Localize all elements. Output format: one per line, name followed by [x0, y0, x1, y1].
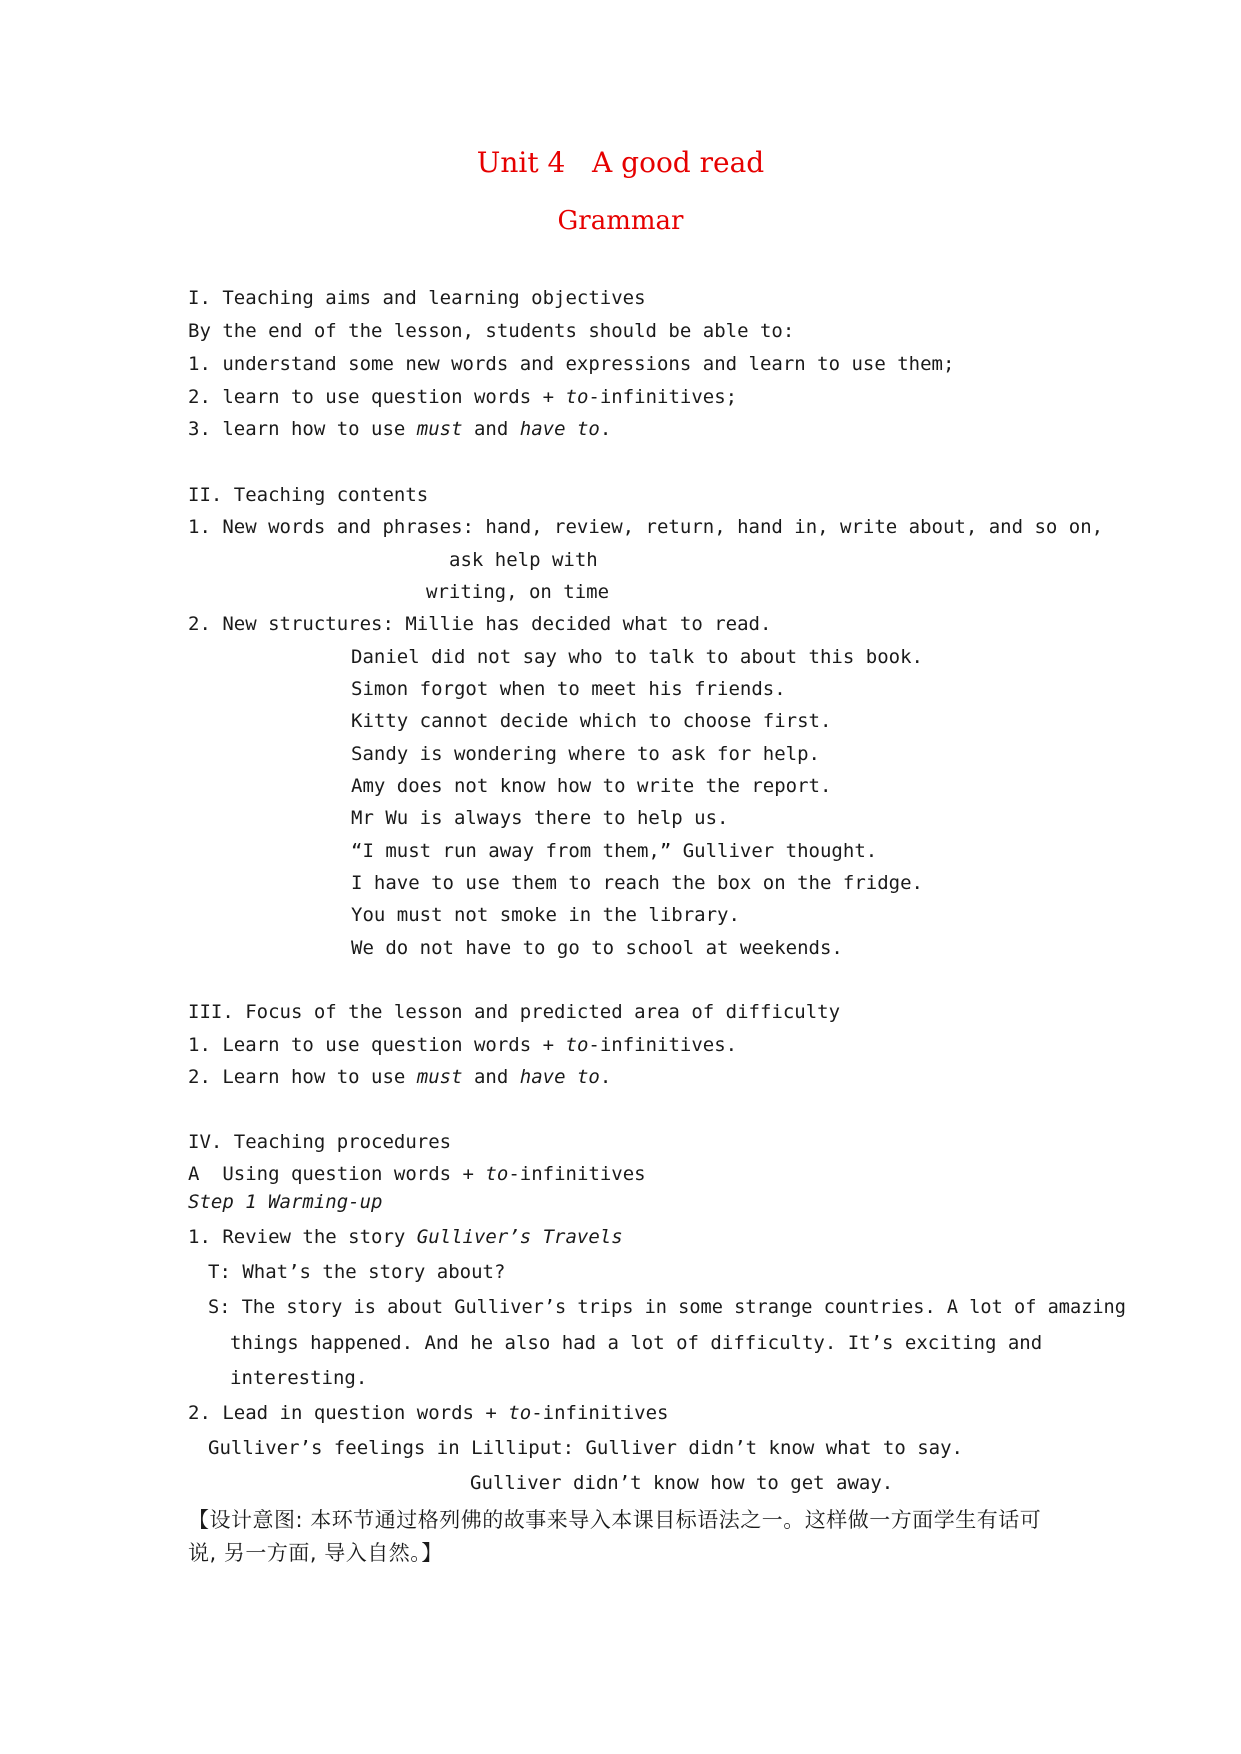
part-a-heading: A Using question words + to-infinitives [188, 1163, 646, 1185]
lead-in-line: 2. Lead in question words + to-infinitives [188, 1402, 669, 1424]
contents-line-1c: writing, on time [426, 581, 610, 603]
page-title: Unit 4 A good read [476, 146, 765, 179]
structure-line: “I must run away from them,” Gulliver thought. [351, 840, 878, 862]
focus-item-1: 1. Learn to use question words + to-infinitives. [188, 1034, 738, 1056]
structure-line: We do not have to go to school at weekends. [351, 937, 843, 959]
design-note-line-1: 【设计意图: 本环节通过格列佛的故事来导入本课目标语法之一。这样做一方面学生有话可 [188, 1508, 1042, 1532]
contents-line-1b: ask help with [449, 549, 598, 571]
structure-line: Daniel did not say who to talk to about this book. [351, 646, 923, 668]
structure-line: Simon forgot when to meet his friends. [351, 678, 786, 700]
student-line-1: S: The story is about Gulliver’s trips in some strange countries. A lot of amazing [208, 1297, 1126, 1318]
aims-item-2: 2. learn to use question words + to-infinitives; [188, 386, 738, 408]
student-line-2: things happened. And he also had a lot of difficulty. It’s exciting and [230, 1332, 1043, 1354]
contents-line-1: 1. New words and phrases: hand, review, return, hand in, write about, and so on, [188, 516, 1104, 538]
section-heading-contents: II. Teaching contents [188, 484, 429, 506]
review-line: 1. Review the story Gulliver’s Travels [188, 1226, 623, 1248]
structure-line: Mr Wu is always there to help us. [351, 807, 729, 829]
structure-line: Sandy is wondering where to ask for help. [351, 743, 820, 765]
section-heading-aims: I. Teaching aims and learning objectives [188, 287, 646, 309]
structure-line: Amy does not know how to write the report. [351, 775, 832, 797]
student-line-3: interesting. [230, 1367, 368, 1389]
feelings-line-2: Gulliver didn’t know how to get away. [470, 1472, 894, 1494]
feelings-line-1: Gulliver’s feelings in Lilliput: Gulliver didn’t know what to say. [208, 1437, 963, 1459]
structure-line: Kitty cannot decide which to choose first. [351, 710, 832, 732]
design-note-line-2: 说, 另一方面, 导入自然。】 [188, 1541, 443, 1565]
aims-intro: By the end of the lesson, students should be able to: [188, 320, 795, 342]
aims-item-3: 3. learn how to use must and have to. [188, 418, 612, 440]
section-heading-focus: III. Focus of the lesson and predicted area of difficulty [188, 1001, 841, 1023]
step-1-heading: Step 1 Warming-up [188, 1191, 383, 1213]
contents-line-2: 2. New structures: Millie has decided what to read. [188, 613, 772, 635]
page-subtitle: Grammar [557, 206, 684, 236]
structure-line: I have to use them to reach the box on the fridge. [351, 872, 923, 894]
structure-line: You must not smoke in the library. [351, 904, 740, 926]
teacher-line: T: What’s the story about? [208, 1261, 506, 1283]
section-heading-procedures: IV. Teaching procedures [188, 1131, 452, 1153]
aims-item-1: 1. understand some new words and expressions and learn to use them; [188, 353, 955, 375]
focus-item-2: 2. Learn how to use must and have to. [188, 1066, 612, 1088]
